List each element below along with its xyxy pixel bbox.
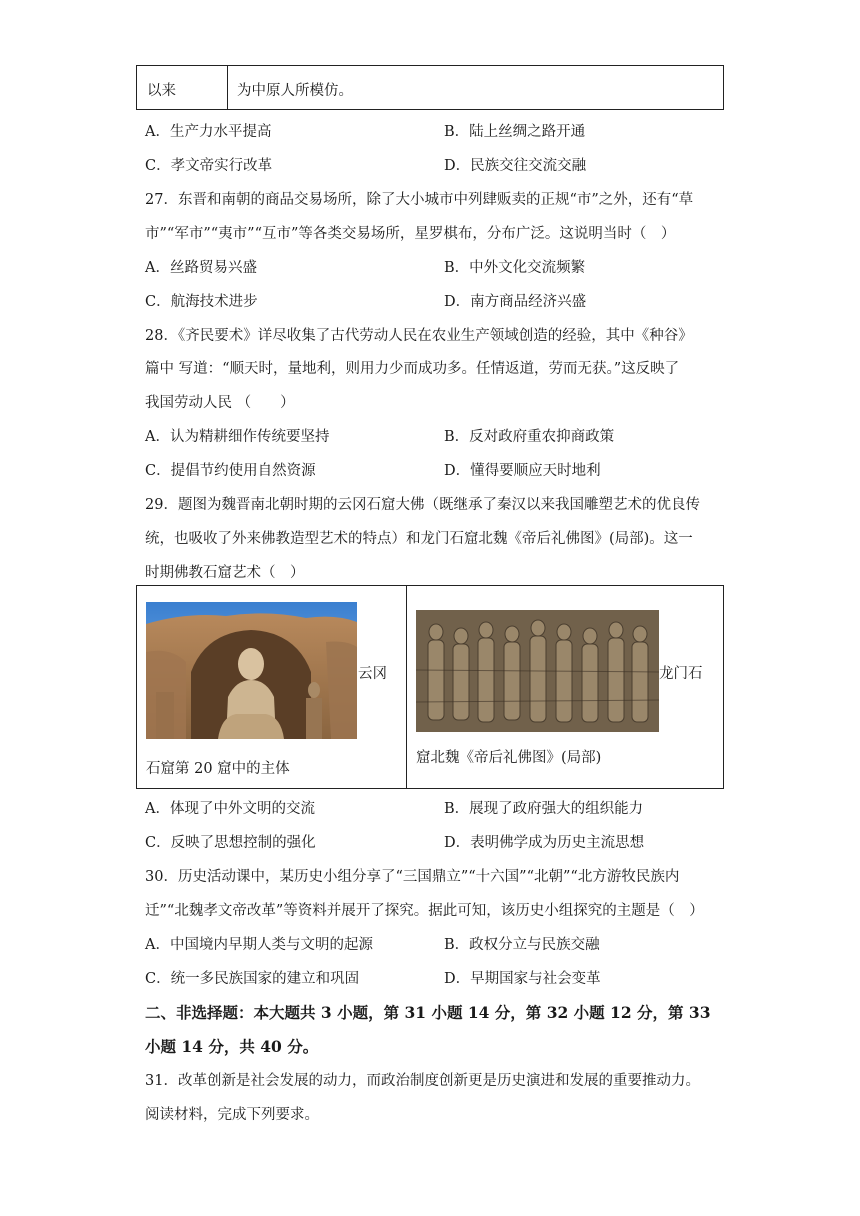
q30-stem-line1: 30．历史活动课中，某历史小组分享了“三国鼎立”“十六国”“北朝”“北方游牧民族内 (145, 869, 680, 885)
q29-stem-line3: 时期佛教石窟艺术（ ） (145, 565, 305, 581)
q31-stem-line2: 阅读材料，完成下列要求。 (145, 1107, 319, 1123)
q26-option-a: A．生产力水平提高 (145, 124, 272, 140)
longmen-relief-image (416, 610, 659, 732)
section2-heading-line2: 小题 14 分，共 40 分。 (145, 1037, 319, 1056)
longmen-inline-label: 龙门石 (659, 666, 703, 682)
q28-option-d: D．懂得要顺应天时地利 (444, 463, 601, 479)
q29-option-a: A．体现了中外文明的交流 (145, 801, 315, 817)
q30-stem-line2: 迁”“北魏孝文帝改革”等资料并展开了探究。据此可知，该历史小组探究的主题是（ ） (145, 903, 704, 919)
yungang-caption: 石窟第 20 窟中的主体 (146, 761, 290, 777)
q28-stem-line2: 篇中 写道：“顺天时，量地利，则用力少而成功多。任情返道，劳而无获。”这反映了 (145, 361, 680, 377)
q28-option-a: A．认为精耕细作传统要坚持 (145, 429, 330, 445)
q27-option-c: C．航海技术进步 (145, 294, 258, 310)
q26-option-c: C．孝文帝实行改革 (145, 158, 273, 174)
top-table (136, 65, 724, 110)
table-divider (227, 66, 228, 109)
yungang-buddha-image (146, 602, 357, 739)
table-divider (406, 586, 407, 788)
q31-stem-line1: 31．改革创新是社会发展的动力，而政治制度创新更是历史演进和发展的重要推动力。 (145, 1073, 700, 1089)
q28-option-b: B．反对政府重农抑商政策 (444, 429, 615, 445)
section2-heading-line1: 二、非选择题：本大题共 3 小题，第 31 小题 14 分，第 32 小题 12 分，第 33 (145, 1003, 711, 1022)
yungang-inline-label: 云冈 (358, 666, 387, 682)
table-cell-left: 以来 (147, 83, 176, 99)
q27-stem-line2: 市”“军市”“夷市”“互市”等各类交易场所，星罗棋布，分布广泛。这说明当时（ ） (145, 226, 676, 242)
q27-stem-line1: 27．东晋和南朝的商品交易场所，除了大小城市中列肆贩卖的正规“市”之外，还有“草 (145, 192, 694, 208)
q29-option-b: B．展现了政府强大的组织能力 (444, 801, 644, 817)
q29-option-d: D．表明佛学成为历史主流思想 (444, 835, 645, 851)
longmen-caption: 窟北魏《帝后礼佛图》(局部) (416, 750, 602, 766)
q26-option-d: D．民族交往交流交融 (444, 158, 587, 174)
q30-option-a: A．中国境内早期人类与文明的起源 (145, 937, 373, 953)
q27-option-d: D．南方商品经济兴盛 (444, 294, 587, 310)
q29-stem-line2: 统，也吸收了外来佛教造型艺术的特点）和龙门石窟北魏《帝后礼佛图》(局部)。这一 (145, 531, 693, 547)
q29-stem-line1: 29．题图为魏晋南北朝时期的云冈石窟大佛（既继承了秦汉以来我国雕塑艺术的优良传 (145, 497, 700, 513)
q26-option-b: B．陆上丝绸之路开通 (444, 124, 586, 140)
q28-stem-line1: 28．《齐民要术》详尽收集了古代劳动人民在农业生产领域创造的经验，其中《种谷》 (145, 328, 693, 344)
q27-option-b: B．中外文化交流频繁 (444, 260, 586, 276)
q27-option-a: A．丝路贸易兴盛 (145, 260, 257, 276)
table-cell-right: 为中原人所模仿。 (237, 83, 353, 99)
q28-stem-line3: 我国劳动人民 （ ） (145, 395, 295, 411)
image-table (136, 585, 724, 789)
q28-option-c: C．提倡节约使用自然资源 (145, 463, 316, 479)
q30-option-d: D．早期国家与社会变革 (444, 971, 601, 987)
q30-option-b: B．政权分立与民族交融 (444, 937, 600, 953)
q30-option-c: C．统一多民族国家的建立和巩固 (145, 971, 360, 987)
q29-option-c: C．反映了思想控制的强化 (145, 835, 316, 851)
